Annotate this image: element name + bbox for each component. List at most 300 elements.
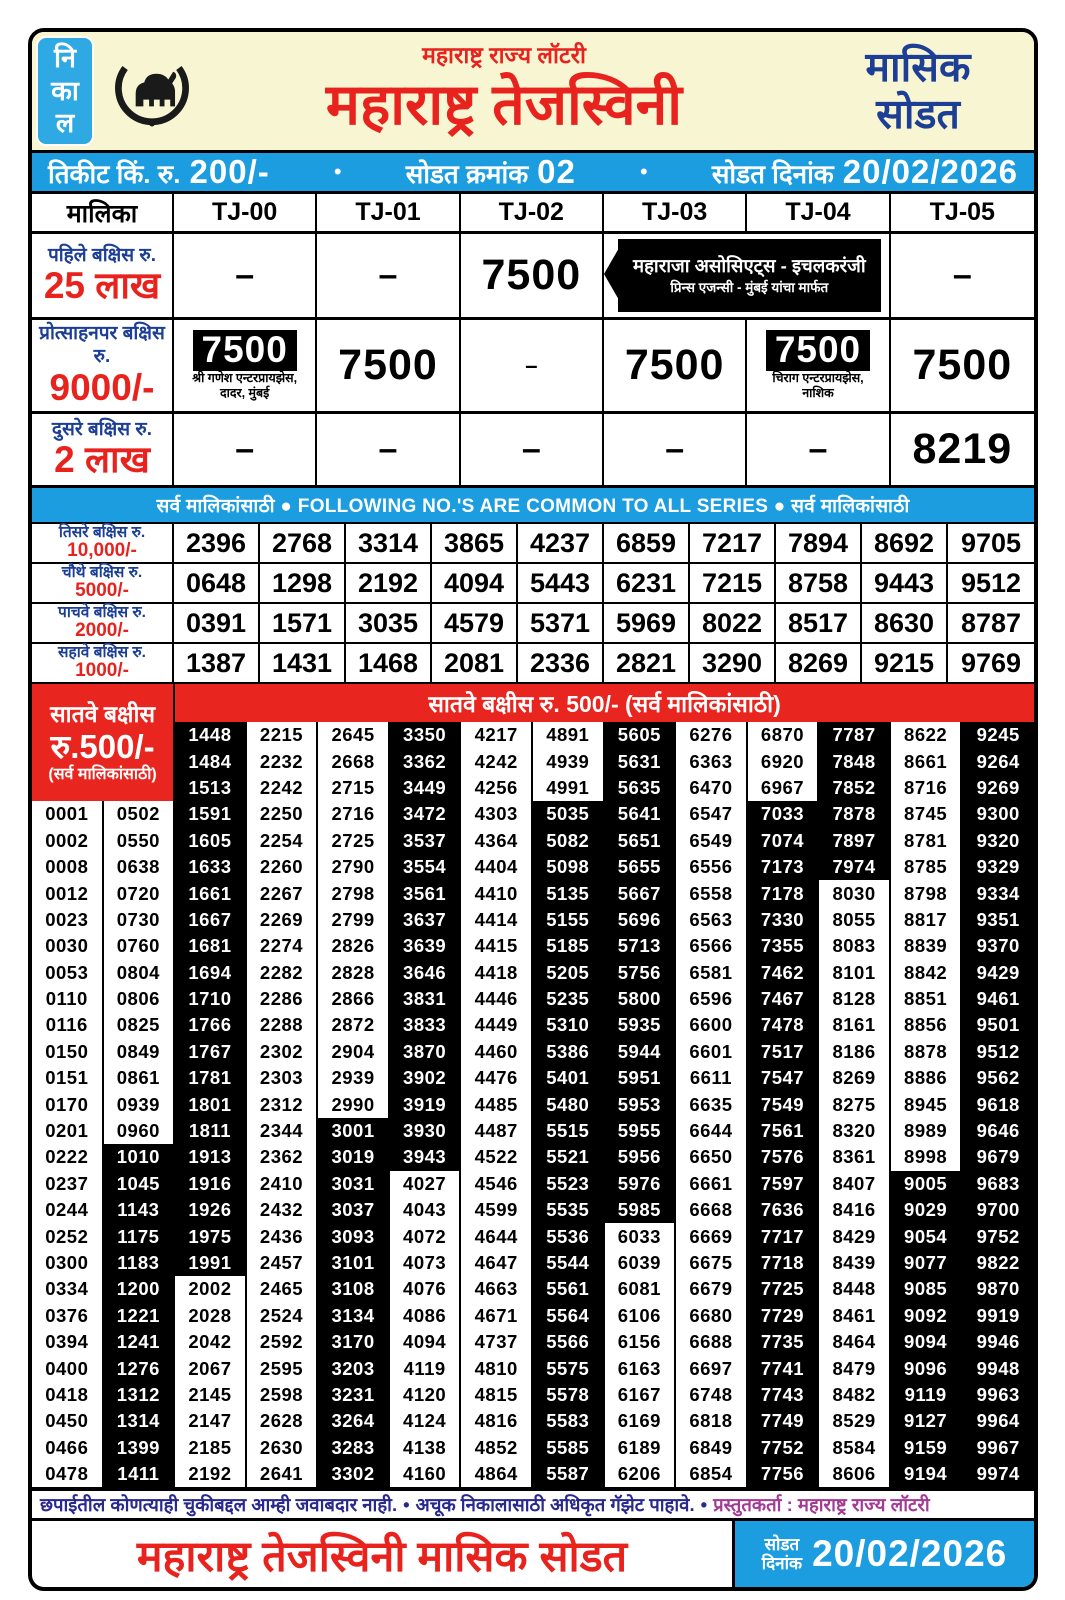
prize-500-number: 7517 — [748, 1039, 820, 1065]
prize-500-number: 8878 — [891, 1039, 963, 1065]
prize-500-number: 9501 — [962, 1012, 1034, 1038]
common-winning-number: 8758 — [776, 564, 862, 604]
prize-500-number: 6611 — [676, 1065, 748, 1091]
prize-500-number: 5098 — [533, 854, 605, 880]
prize-500-number: 4599 — [461, 1197, 533, 1223]
prize-500-number: 8161 — [819, 1012, 891, 1038]
series-column-header: TJ-01 — [317, 194, 460, 234]
prize-500-number: 2002 — [175, 1276, 247, 1302]
prize-500-number: 6206 — [605, 1461, 677, 1487]
prize-500-number: 5655 — [605, 854, 677, 880]
common-winning-number: 4579 — [432, 604, 518, 644]
prize-500-number: 3919 — [390, 1091, 462, 1117]
prize-500-number: 3646 — [390, 960, 462, 986]
prize-name: तिसरे बक्षिस रु. — [58, 524, 146, 542]
series-header-row — [32, 194, 1034, 234]
prize-amount: 25 लाख — [43, 265, 161, 307]
prize-500-number: 0300 — [32, 1250, 104, 1276]
prize-500-number: 2725 — [318, 828, 390, 854]
prize-500-number: 5578 — [533, 1382, 605, 1408]
prize-500-number: 1661 — [175, 880, 247, 906]
dash-mark: – — [378, 256, 398, 294]
prize-500-number: 8479 — [819, 1355, 891, 1381]
prize-500-number: 3231 — [318, 1382, 390, 1408]
common-winning-number: 8517 — [776, 604, 862, 644]
prize-500-number: 0730 — [104, 907, 176, 933]
prize-500-number: 5605 — [605, 722, 677, 748]
common-winning-number: 7217 — [690, 524, 776, 564]
prize-500-number: 7561 — [748, 1118, 820, 1144]
prize-500-number: 4138 — [390, 1435, 462, 1461]
prize-500-number: 5035 — [533, 801, 605, 827]
prize-500-number: 2192 — [175, 1461, 247, 1487]
prize-500-number: 0394 — [32, 1329, 104, 1355]
common-winning-number: 6859 — [604, 524, 690, 564]
prize-500-number: 1143 — [104, 1197, 176, 1223]
no-winner-cell — [461, 414, 604, 488]
prize-500-number: 7752 — [748, 1435, 820, 1461]
lottery-result-sheet — [28, 28, 1038, 1591]
prize-500-number: 8439 — [819, 1250, 891, 1276]
prize-500-number: 7636 — [748, 1197, 820, 1223]
prize-500-number: 1681 — [175, 933, 247, 959]
prize-500-number: 8128 — [819, 986, 891, 1012]
prize-500-number: 3930 — [390, 1118, 462, 1144]
common-winning-number: 4237 — [518, 524, 604, 564]
prize-500-number: 7743 — [748, 1382, 820, 1408]
prize-500-number: 6363 — [676, 748, 748, 774]
prize-500-number: 8186 — [819, 1039, 891, 1065]
common-winning-number: 2396 — [174, 524, 260, 564]
bullet-separator: • — [640, 159, 648, 184]
prize-500-number: 3101 — [318, 1250, 390, 1276]
prize-500-number: 7852 — [819, 775, 891, 801]
prize-500-number: 1200 — [104, 1276, 176, 1302]
prize-500-number: 2668 — [318, 748, 390, 774]
prize-500-number: 9029 — [891, 1197, 963, 1223]
prize-500-number: 2990 — [318, 1091, 390, 1117]
prize-500-number: 3108 — [318, 1276, 390, 1302]
prize-500-number: 0804 — [104, 960, 176, 986]
prize-500-number: 0939 — [104, 1091, 176, 1117]
bottom-title: महाराष्ट्र तेजस्विनी मासिक सोडत — [136, 1532, 628, 1581]
prize-500-number: 9700 — [962, 1197, 1034, 1223]
prize-500-number: 4864 — [461, 1461, 533, 1487]
prize-500-number: 1513 — [175, 775, 247, 801]
prize-500-number: 9300 — [962, 801, 1034, 827]
prize-500-number: 9085 — [891, 1276, 963, 1302]
common-winning-number: 5969 — [604, 604, 690, 644]
common-winning-number: 8269 — [776, 644, 862, 684]
prize-500-number: 0849 — [104, 1039, 176, 1065]
common-winning-number: 3290 — [690, 644, 776, 684]
prize-500-number: 4076 — [390, 1276, 462, 1302]
prize-500-number: 4852 — [461, 1435, 533, 1461]
prize-500-number: 9946 — [962, 1329, 1034, 1355]
common-series-banner: सर्व मालिकांसाठी ● FOLLOWING NO.'S ARE COMMON TO ALL SERIES ● सर्व मालिकांसाठी — [32, 488, 1034, 524]
prize-500-number: 4043 — [390, 1197, 462, 1223]
prize-row-label — [32, 234, 174, 320]
prize-500-number: 8464 — [819, 1329, 891, 1355]
result-char: ल — [55, 108, 75, 139]
prize-500-number: 8584 — [819, 1435, 891, 1461]
agent-name: महाराजा असोसिएट्स - इचलकरंजी — [633, 254, 866, 276]
highlighted-winning-number: 7500 — [193, 330, 297, 371]
prize-500-number: 8998 — [891, 1144, 963, 1170]
elephant-emblem-icon — [98, 32, 206, 150]
prize-500-number: 4644 — [461, 1223, 533, 1249]
prize-500-number: 4460 — [461, 1039, 533, 1065]
prize-500-number: 2042 — [175, 1329, 247, 1355]
prize-500-number: 4418 — [461, 960, 533, 986]
common-winning-number: 1431 — [260, 644, 346, 684]
result-char: का — [51, 75, 79, 106]
prize-500-number: 3093 — [318, 1223, 390, 1249]
prize-500-number: 1710 — [175, 986, 247, 1012]
prize-500-number: 9269 — [962, 775, 1034, 801]
ticket-info-bar — [32, 150, 1034, 194]
prize-500-number: 6033 — [605, 1223, 677, 1249]
prize-500-number: 1399 — [104, 1435, 176, 1461]
prize-500-number: 5951 — [605, 1065, 677, 1091]
prize-500-number: 6169 — [605, 1408, 677, 1434]
prize-500-number: 5544 — [533, 1250, 605, 1276]
prize-500-number: 3170 — [318, 1329, 390, 1355]
prize-500-number: 1926 — [175, 1197, 247, 1223]
prize-500-number: 0376 — [32, 1303, 104, 1329]
prize-500-number: 1694 — [175, 960, 247, 986]
prize-500-number: 3833 — [390, 1012, 462, 1038]
prize-500-number: 2344 — [247, 1118, 319, 1144]
prize-500-number: 5235 — [533, 986, 605, 1012]
prize-500-number: 1045 — [104, 1171, 176, 1197]
prize-500-number: 2798 — [318, 880, 390, 906]
prize-500-number: 2410 — [247, 1171, 319, 1197]
series-prize-row — [32, 414, 1034, 488]
prize-500-number: 5535 — [533, 1197, 605, 1223]
prize-500-number: 7478 — [748, 1012, 820, 1038]
common-winning-number: 0648 — [174, 564, 260, 604]
prize-500-number: 7878 — [819, 801, 891, 827]
prize-500-number: 8716 — [891, 775, 963, 801]
prize-500-number: 0334 — [32, 1276, 104, 1302]
prize-500-number: 2312 — [247, 1091, 319, 1117]
prize-500-number: 2866 — [318, 986, 390, 1012]
prize-500-number: 5944 — [605, 1039, 677, 1065]
prize-500-number: 2645 — [318, 722, 390, 748]
common-prize-row — [32, 644, 1034, 684]
common-winning-number: 8692 — [862, 524, 948, 564]
common-winning-number: 2081 — [432, 644, 518, 684]
prize-500-number: 1975 — [175, 1223, 247, 1249]
common-prize-rows — [32, 524, 1034, 684]
prize-500-number: 9245 — [962, 722, 1034, 748]
prize-500-number: 9334 — [962, 880, 1034, 906]
prize-500-number: 7756 — [748, 1461, 820, 1487]
prize-500-number: 2872 — [318, 1012, 390, 1038]
prize-500-number: 9964 — [962, 1408, 1034, 1434]
prize-500-number: 9127 — [891, 1408, 963, 1434]
prize-name: सहावे बक्षिस रु. — [58, 644, 146, 662]
prize-500-number: 5205 — [533, 960, 605, 986]
prize-500-number: 9461 — [962, 986, 1034, 1012]
prize-500-number: 4410 — [461, 880, 533, 906]
prize-500-number: 0008 — [32, 854, 104, 880]
prize-500-number: 2274 — [247, 933, 319, 959]
prize-500-number: 2641 — [247, 1461, 319, 1487]
prize-500-number: 0638 — [104, 854, 176, 880]
prize-500-number: 5955 — [605, 1118, 677, 1144]
prize-500-number: 4487 — [461, 1118, 533, 1144]
common-winning-number: 1468 — [346, 644, 432, 684]
prize-500-number: 5561 — [533, 1276, 605, 1302]
prize-500-number: 6156 — [605, 1329, 677, 1355]
common-winning-number: 8787 — [948, 604, 1034, 644]
prize-500-number: 4160 — [390, 1461, 462, 1487]
prize-500-number: 5536 — [533, 1223, 605, 1249]
prize-500-number: 8798 — [891, 880, 963, 906]
prize-500-number: 8886 — [891, 1065, 963, 1091]
seventh-prize-label-box — [32, 684, 175, 801]
common-prize-row — [32, 604, 1034, 644]
prize-500-number: 8851 — [891, 986, 963, 1012]
prize-500-number: 6563 — [676, 907, 748, 933]
series-label-header: मालिका — [32, 194, 174, 234]
prize-500-number: 3943 — [390, 1144, 462, 1170]
dash-mark: – — [521, 430, 541, 468]
dash-mark: – — [525, 352, 538, 378]
prize-500-number: 2630 — [247, 1435, 319, 1461]
series-column-header: TJ-04 — [747, 194, 890, 234]
prize-500-number: 0110 — [32, 986, 104, 1012]
prize-500-number: 5631 — [605, 748, 677, 774]
common-winning-number: 3865 — [432, 524, 518, 564]
prize-500-number: 3362 — [390, 748, 462, 774]
prize-500-number: 5713 — [605, 933, 677, 959]
prize-500-number: 2242 — [247, 775, 319, 801]
winning-number-cell — [891, 320, 1034, 414]
prize-500-number: 3554 — [390, 854, 462, 880]
prize-500-number: 6167 — [605, 1382, 677, 1408]
prize-500-number: 5985 — [605, 1197, 677, 1223]
bottom-bar — [32, 1521, 1034, 1587]
common-prize-row — [32, 564, 1034, 604]
prize-500-number: 0012 — [32, 880, 104, 906]
prize-500-number: 2598 — [247, 1382, 319, 1408]
disclaimer-bar — [32, 1487, 1034, 1521]
prize-500-number: 6818 — [676, 1408, 748, 1434]
prize-500-number: 9264 — [962, 748, 1034, 774]
prize-500-number: 4027 — [390, 1171, 462, 1197]
scheme-title — [802, 32, 1034, 150]
prize-500-number: 8055 — [819, 907, 891, 933]
prize-500-number: 4663 — [461, 1276, 533, 1302]
common-winning-number: 8630 — [862, 604, 948, 644]
prize-500-number: 6600 — [676, 1012, 748, 1038]
prize-500-number: 3264 — [318, 1408, 390, 1434]
prize-500-number: 9948 — [962, 1355, 1034, 1381]
prize-500-number: 3449 — [390, 775, 462, 801]
prize-500-number: 8529 — [819, 1408, 891, 1434]
prize-500-number: 0170 — [32, 1091, 104, 1117]
prize-500-number: 4072 — [390, 1223, 462, 1249]
prize-500-number: 6558 — [676, 880, 748, 906]
prize-500-number: 0466 — [32, 1435, 104, 1461]
prize-500-number: 4546 — [461, 1171, 533, 1197]
winning-number-cell — [461, 234, 604, 320]
prize-500-number: 8839 — [891, 933, 963, 959]
prize-500-number: 6661 — [676, 1171, 748, 1197]
prize-500-number: 9646 — [962, 1118, 1034, 1144]
prize-500-number: 9096 — [891, 1355, 963, 1381]
prize-500-number: 0237 — [32, 1171, 104, 1197]
common-winning-number: 5371 — [518, 604, 604, 644]
prize-500-number: 2595 — [247, 1355, 319, 1381]
prize-500-number: 1221 — [104, 1303, 176, 1329]
common-winning-number: 8022 — [690, 604, 776, 644]
prize-500-number: 0053 — [32, 960, 104, 986]
prize-500-number: 4256 — [461, 775, 533, 801]
prize-500-number: 5696 — [605, 907, 677, 933]
winning-number: 7500 — [624, 341, 725, 389]
prize-500-number: 2790 — [318, 854, 390, 880]
prize-500-number: 7974 — [819, 854, 891, 880]
prize-500-number: 8320 — [819, 1118, 891, 1144]
common-winning-number: 9512 — [948, 564, 1034, 604]
common-winning-number: 4094 — [432, 564, 518, 604]
prize-500-number: 6081 — [605, 1276, 677, 1302]
prize-name: चौथे बक्षिस रु. — [61, 564, 143, 582]
prize-500-number: 0002 — [32, 828, 104, 854]
prize-amount: रु.500/- — [50, 727, 155, 765]
prize-500-number: 4647 — [461, 1250, 533, 1276]
seventh-prize-grid — [32, 684, 1034, 1487]
dash-mark: – — [665, 430, 685, 468]
prize-500-number: 4991 — [533, 775, 605, 801]
common-winning-number: 9443 — [862, 564, 948, 604]
prize-500-number: 5635 — [605, 775, 677, 801]
prize-500-number: 6870 — [748, 722, 820, 748]
prize-500-number: 9919 — [962, 1303, 1034, 1329]
prize-500-number: 4086 — [390, 1303, 462, 1329]
prize-500-number: 7547 — [748, 1065, 820, 1091]
prize-500-number: 6679 — [676, 1276, 748, 1302]
winning-number-cell — [317, 320, 460, 414]
no-winner-cell — [174, 414, 317, 488]
prize-500-number: 2828 — [318, 960, 390, 986]
prize-500-number: 5756 — [605, 960, 677, 986]
prize-500-number: 6556 — [676, 854, 748, 880]
prize-500-number: 3639 — [390, 933, 462, 959]
prize-500-number: 5480 — [533, 1091, 605, 1117]
prize-500-number: 8781 — [891, 828, 963, 854]
prize-500-number: 4446 — [461, 986, 533, 1012]
prize-name: पहिले बक्षिस रु. — [47, 244, 157, 266]
prize-500-number: 1314 — [104, 1408, 176, 1434]
series-prize-row — [32, 234, 1034, 320]
prize-500-number: 2302 — [247, 1039, 319, 1065]
series-column-header: TJ-03 — [604, 194, 747, 234]
prize-500-number: 0825 — [104, 1012, 176, 1038]
common-prize-label — [32, 644, 174, 684]
prize-500-number: 9077 — [891, 1250, 963, 1276]
prize-500-number: 0201 — [32, 1118, 104, 1144]
prize-500-number: 4476 — [461, 1065, 533, 1091]
common-winning-number: 2336 — [518, 644, 604, 684]
prize-500-number: 0806 — [104, 986, 176, 1012]
dash-mark: – — [808, 430, 828, 468]
prize-500-number: 6635 — [676, 1091, 748, 1117]
prize-500-number: 6106 — [605, 1303, 677, 1329]
prize-500-number: 8745 — [891, 801, 963, 827]
dash-mark: – — [952, 256, 972, 294]
no-winner-cell — [604, 414, 747, 488]
winning-number-cell — [604, 320, 747, 414]
prize-500-number: 5583 — [533, 1408, 605, 1434]
prize-500-number: 8448 — [819, 1276, 891, 1302]
common-winning-number: 6231 — [604, 564, 690, 604]
prize-500-number: 0720 — [104, 880, 176, 906]
prize-500-number: 0418 — [32, 1382, 104, 1408]
series-prize-row — [32, 320, 1034, 414]
prize-row-label — [32, 320, 174, 414]
prize-name: प्रोत्साहनपर बक्षिस रु. — [39, 323, 165, 368]
prize-500-number: 8416 — [819, 1197, 891, 1223]
prize-500-number: 2147 — [175, 1408, 247, 1434]
prize-500-number: 4120 — [390, 1382, 462, 1408]
prize-500-number: 8989 — [891, 1118, 963, 1144]
prize-500-number: 7897 — [819, 828, 891, 854]
prize-500-number: 2939 — [318, 1065, 390, 1091]
prize-500-number: 4404 — [461, 854, 533, 880]
prize-500-number: 5521 — [533, 1144, 605, 1170]
prize-500-number: 2269 — [247, 907, 319, 933]
prize-500-number: 9963 — [962, 1382, 1034, 1408]
result-char: नि — [54, 43, 76, 74]
prize-500-number: 9054 — [891, 1223, 963, 1249]
prize-500-number: 3134 — [318, 1303, 390, 1329]
prize-500-number: 1811 — [175, 1118, 247, 1144]
prize-500-number: 9512 — [962, 1039, 1034, 1065]
prize-500-number: 5386 — [533, 1039, 605, 1065]
prize-500-number: 9351 — [962, 907, 1034, 933]
bullet-separator: • — [333, 159, 342, 184]
prize-500-number: 5155 — [533, 907, 605, 933]
winning-number: 7500 — [338, 341, 438, 389]
prize-500-number: 8482 — [819, 1382, 891, 1408]
prize-500-number: 6680 — [676, 1303, 748, 1329]
prize-500-number: 5575 — [533, 1355, 605, 1381]
prize-amount: 2000/- — [75, 620, 129, 642]
prize-500-number: 1801 — [175, 1091, 247, 1117]
common-winning-number: 9215 — [862, 644, 948, 684]
prize-amount: 10,000/- — [67, 540, 137, 562]
prize-500-number: 5956 — [605, 1144, 677, 1170]
winner-agent-cell — [604, 234, 891, 320]
prize-500-number: 7848 — [819, 748, 891, 774]
prize-row-label — [32, 414, 174, 488]
series-column-header: TJ-02 — [461, 194, 604, 234]
title-block — [206, 32, 802, 150]
prize-500-number: 0222 — [32, 1144, 104, 1170]
prize-500-number: 6596 — [676, 986, 748, 1012]
prize-500-number: 6163 — [605, 1355, 677, 1381]
prize-500-number: 6967 — [748, 775, 820, 801]
ticket-price: 200/- — [189, 153, 270, 190]
prize-500-number: 2145 — [175, 1382, 247, 1408]
main-title: महाराष्ट्र तेजस्विनी — [325, 73, 683, 137]
common-winning-number: 0391 — [174, 604, 260, 644]
